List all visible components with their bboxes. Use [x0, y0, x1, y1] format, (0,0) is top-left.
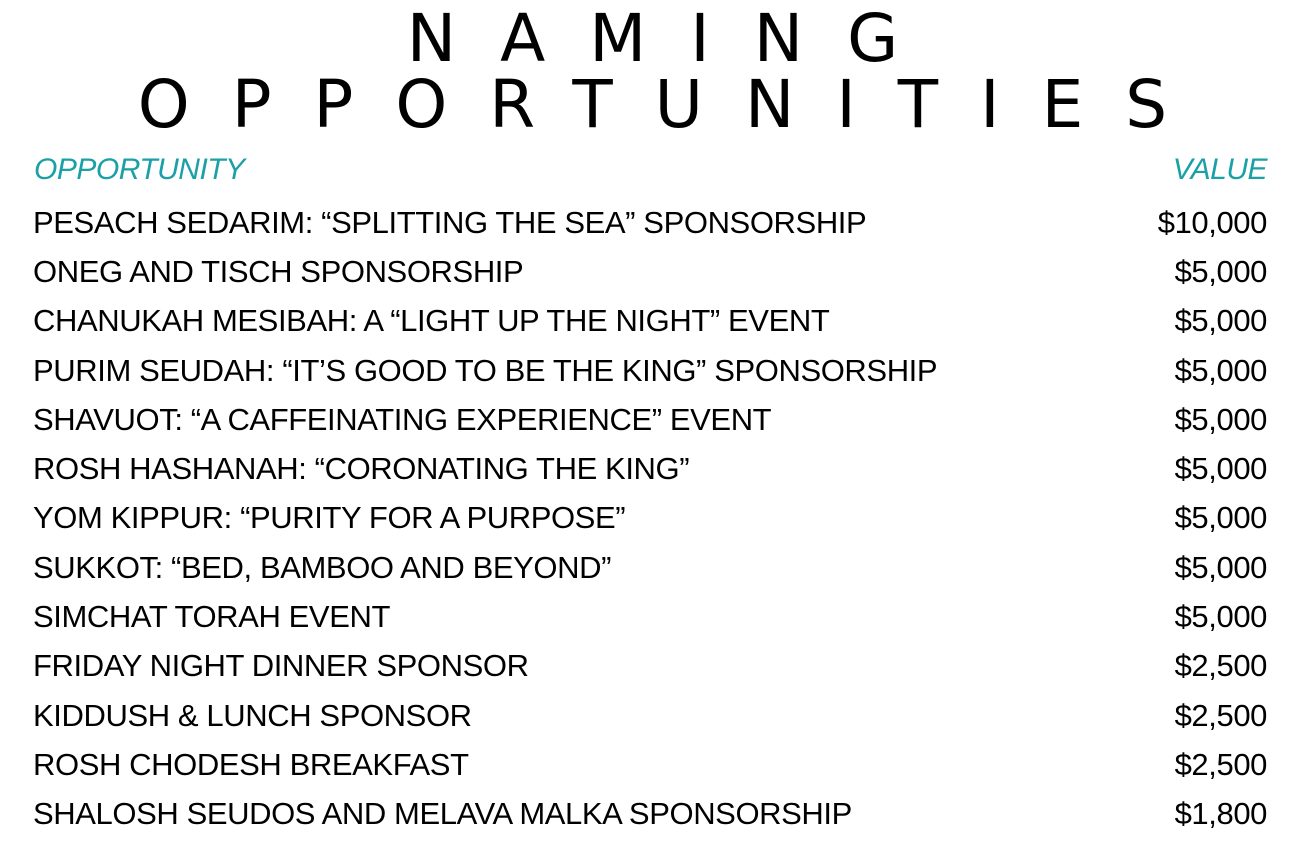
opportunity-value: $5,000 — [1174, 401, 1267, 437]
opportunity-value: $5,000 — [1174, 599, 1267, 635]
opportunity-name: CHANUKAH MESIBAH: A “LIGHT UP THE NIGHT” EVENT — [33, 303, 830, 339]
table-row — [33, 346, 1267, 395]
opportunity-name: ONEG AND TISCH SPONSORSHIP — [33, 253, 524, 289]
opportunity-value: $2,500 — [1174, 746, 1267, 782]
table-row — [33, 444, 1267, 493]
opportunity-value: $5,000 — [1174, 352, 1267, 388]
opportunity-name: PURIM SEUDAH: “IT’S GOOD TO BE THE KING” SPONSORSHIP — [33, 352, 938, 388]
opportunity-name: ROSH CHODESH BREAKFAST — [33, 746, 469, 782]
opportunity-value: $2,500 — [1174, 648, 1267, 684]
opportunity-value: $10,000 — [1157, 204, 1267, 240]
opportunity-name: KIDDUSH & LUNCH SPONSOR — [33, 697, 472, 733]
opportunity-value: $1,800 — [1174, 796, 1267, 832]
column-header-value: VALUE — [1172, 153, 1267, 186]
opportunity-value: $5,000 — [1174, 549, 1267, 585]
opportunity-value: $5,000 — [1174, 500, 1267, 536]
table-row — [33, 198, 1267, 247]
opportunity-name: SIMCHAT TORAH EVENT — [33, 599, 390, 635]
page-title-line-1: NAMING — [406, 0, 943, 77]
table-row — [33, 592, 1267, 641]
opportunity-name: SUKKOT: “BED, BAMBOO AND BEYOND” — [33, 549, 612, 585]
page-title-line-2: OPPORTUNITIES — [137, 66, 1210, 143]
opportunity-name: PESACH SEDARIM: “SPLITTING THE SEA” SPONSORSHIP — [33, 204, 867, 240]
opportunity-value: $5,000 — [1174, 303, 1267, 339]
table-row — [33, 297, 1267, 346]
table-row — [33, 494, 1267, 543]
opportunities-table — [33, 198, 1267, 839]
table-row — [33, 691, 1267, 740]
opportunity-value: $5,000 — [1174, 253, 1267, 289]
table-row — [33, 790, 1267, 839]
opportunity-name: SHAVUOT: “A CAFFEINATING EXPERIENCE” EVENT — [33, 401, 772, 437]
opportunity-value: $2,500 — [1174, 697, 1267, 733]
opportunity-name: YOM KIPPUR: “PURITY FOR A PURPOSE” — [33, 500, 626, 536]
table-row — [33, 740, 1267, 789]
opportunity-name: ROSH HASHANAH: “CORONATING THE KING” — [33, 451, 690, 487]
table-row — [33, 247, 1267, 296]
table-row — [33, 395, 1267, 444]
column-header-opportunity: OPPORTUNITY — [34, 153, 245, 186]
opportunity-value: $5,000 — [1174, 451, 1267, 487]
table-header — [34, 150, 1267, 190]
opportunity-name: SHALOSH SEUDOS AND MELAVA MALKA SPONSORSHIP — [33, 796, 852, 832]
opportunity-name: FRIDAY NIGHT DINNER SPONSOR — [33, 648, 529, 684]
table-row — [33, 543, 1267, 592]
table-row — [33, 642, 1267, 691]
